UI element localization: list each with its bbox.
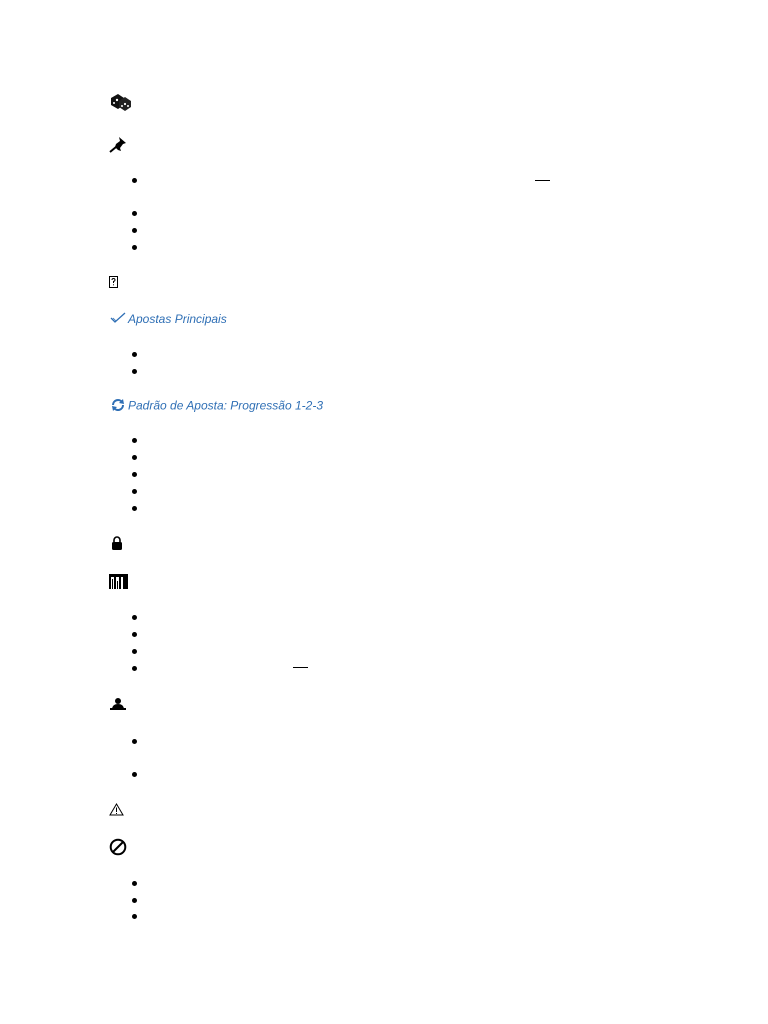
check-mark-icon [110, 312, 126, 327]
list-bullet [132, 178, 137, 183]
list-bullet [132, 632, 137, 637]
list-bullet [132, 369, 137, 374]
section-heading-pattern-label: Padrão de Aposta: Progressão 1-2-3 [128, 398, 324, 413]
dice-icon [109, 92, 133, 112]
list-bullet [132, 352, 137, 357]
list-bullet [132, 228, 137, 233]
list-bullet [132, 666, 137, 671]
list-bullet [132, 472, 137, 477]
section-heading-pattern [110, 398, 323, 415]
missing-glyph-icon [109, 276, 118, 288]
list-bullet [132, 772, 137, 777]
person-icon [110, 697, 126, 711]
lock-icon [111, 536, 123, 550]
list-bullet [132, 739, 137, 744]
list-bullet [132, 506, 137, 511]
list-bullet [132, 245, 137, 250]
warning-icon [109, 803, 124, 816]
list-bullet [132, 881, 137, 886]
list-bullet [132, 914, 137, 919]
section-heading-bets [110, 312, 227, 327]
pushpin-icon [109, 136, 128, 153]
abacus-icon [109, 574, 128, 589]
list-bullet [132, 489, 137, 494]
em-dash [535, 180, 550, 181]
list-bullet [132, 455, 137, 460]
list-bullet [132, 649, 137, 654]
list-bullet [132, 438, 137, 443]
list-bullet [132, 211, 137, 216]
em-dash [293, 667, 308, 668]
prohibited-icon [109, 838, 127, 856]
list-bullet [132, 898, 137, 903]
repeat-arrows-icon [110, 398, 126, 415]
list-bullet [132, 615, 137, 620]
section-heading-bets-label: Apostas Principais [128, 312, 227, 326]
